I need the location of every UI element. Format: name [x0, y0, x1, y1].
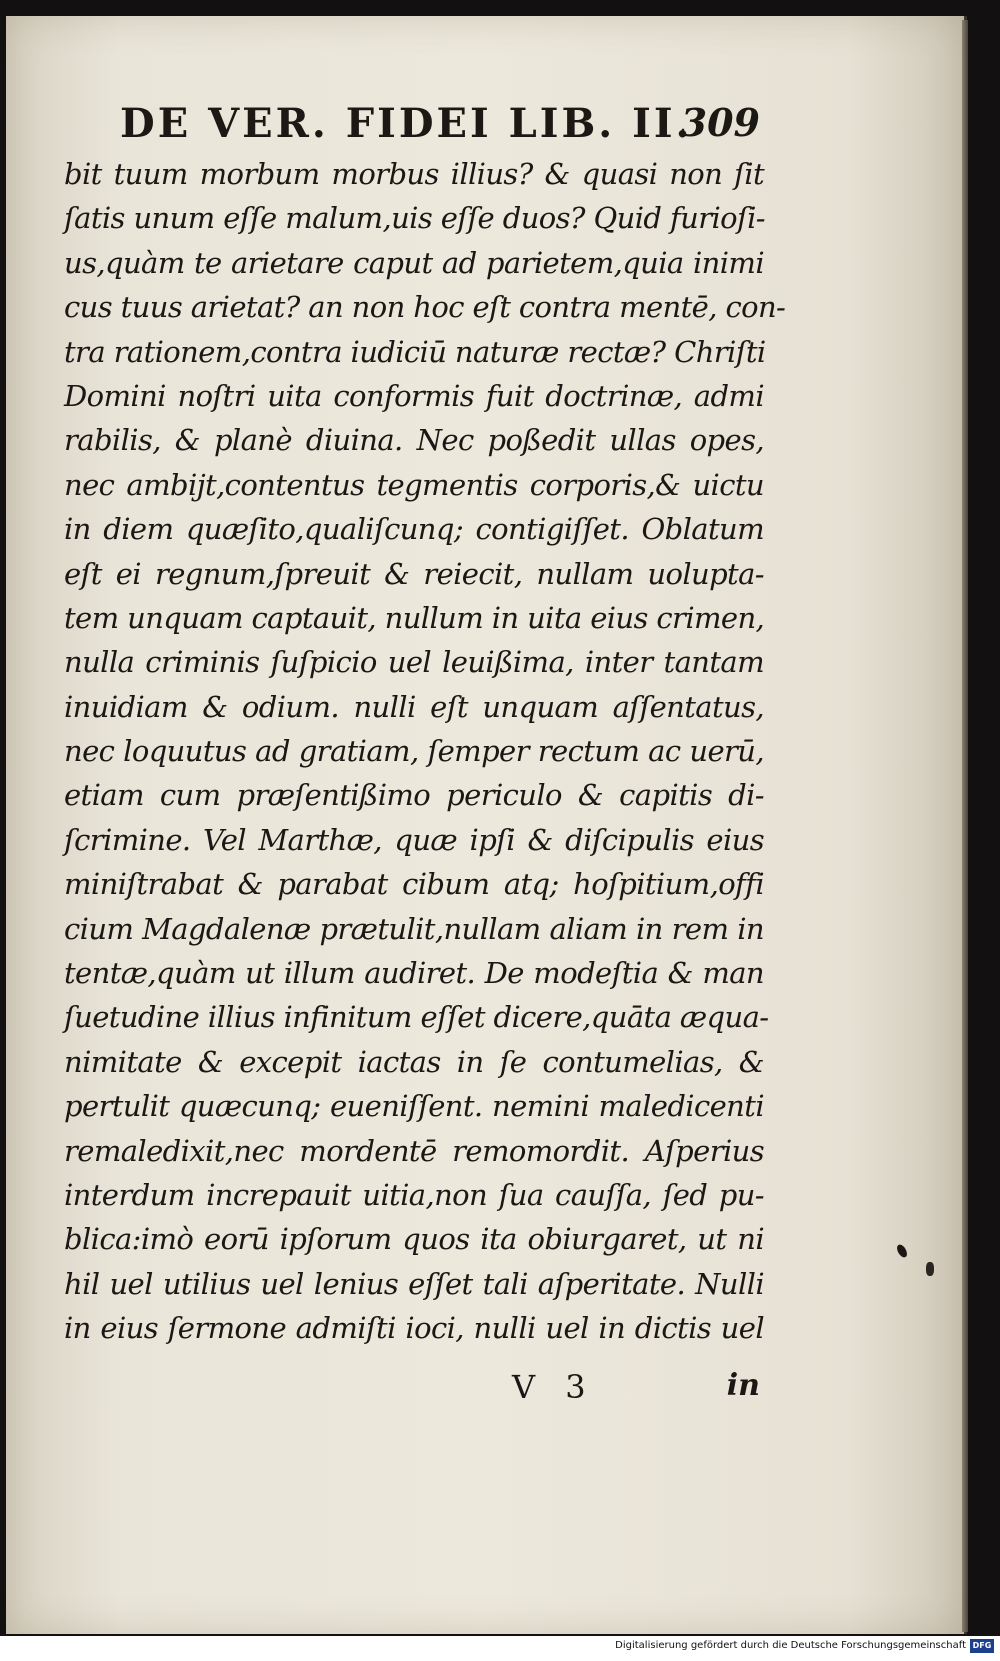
- text-line: hil uel utilius uel lenius eſſet tali aſperitate. Nulli: [64, 1266, 764, 1301]
- text-line: ſuetudine illius infinitum eſſet dicere,quāta æqua-: [64, 1000, 769, 1035]
- text-line: Domini noſtri uita conformis fuit doctrinæ, admi: [64, 378, 764, 413]
- text-line: inuidiam & odium. nulli eſt unquam aſſentatus,: [64, 689, 764, 724]
- text-line: us,quàm te arietare caput ad parietem,quia inimi: [64, 245, 764, 280]
- running-head: [120, 100, 760, 150]
- signature-line: [64, 1368, 764, 1412]
- text-line: blica:imò eorū ipſorum quos ita obiurgaret, ut ni: [64, 1222, 764, 1257]
- text-line: tentæ,quàm ut illum audiret. De modeſtia & man: [64, 956, 764, 991]
- footer-credit: Digitalisierung gefördert durch die Deutsche Forschungsgemeinschaft: [615, 1640, 966, 1651]
- text-line: in diem quæſito,qualiſcunq; contigiſſet. Oblatum: [64, 512, 764, 547]
- text-line: tra rationem,contra iudiciū naturæ rectæ? Chriſti: [64, 334, 766, 369]
- text-line: cus tuus arietat? an non hoc eſt contra mentē, con-: [64, 290, 786, 325]
- text-line: eſt ei regnum,ſpreuit & reiecit, nullam uolupta-: [64, 556, 764, 591]
- text-line: in eius ſermone admiſti ioci, nulli uel in dictis uel: [64, 1311, 764, 1346]
- text-line: nec ambijt,contentus tegmentis corporis,& uictu: [64, 467, 764, 502]
- text-line: rabilis, & planè diuina. Nec poßedit ullas opes,: [64, 423, 764, 458]
- ink-speck: [926, 1262, 934, 1276]
- text-line: nec loquutus ad gratiam, ſemper rectum ac uerū,: [64, 734, 764, 769]
- text-line: tem unquam captauit, nullum in uita eius crimen,: [64, 600, 765, 635]
- text-line: nulla criminis ſuſpicio uel leuißima, inter tantam: [64, 645, 764, 680]
- text-line: etiam cum præſentißimo periculo & capitis di-: [64, 778, 764, 813]
- text-line: ſatis unum eſſe malum,uis eſſe duos? Quid furioſi-: [64, 201, 766, 236]
- text-line: remaledixit,nec mordentē remomordit. Aſperius: [64, 1133, 764, 1168]
- text-line: bit tuum morbum morbus illius? & quasi non ſit: [64, 157, 764, 191]
- body-text: [64, 152, 786, 1351]
- dfg-logo-icon: DFG: [970, 1639, 994, 1653]
- text-line: ſcrimine. Vel Marthæ, quæ ipſi & diſcipulis eius: [64, 822, 764, 857]
- digitization-footer: [0, 1636, 1000, 1661]
- text-line: nimitate & excepit iactas in ſe contumelias, &: [64, 1044, 764, 1079]
- catchword: in: [726, 1368, 760, 1403]
- running-title: DE VER. FIDEI LIB. II.: [120, 100, 693, 147]
- page-number: 309: [680, 100, 760, 145]
- text-line: miniſtrabat & parabat cibum atq; hoſpitium,offi: [64, 867, 764, 902]
- page-edge: [962, 20, 968, 1632]
- text-line: pertulit quæcunq; eueniſſent. nemini maledicenti: [64, 1089, 764, 1124]
- text-line: cium Magdalenæ prætulit,nullam aliam in rem in: [64, 911, 764, 946]
- signature-mark: V 3: [512, 1368, 596, 1406]
- text-line: interdum increpauit uitia,non ſua cauſſa, ſed pu-: [64, 1177, 764, 1212]
